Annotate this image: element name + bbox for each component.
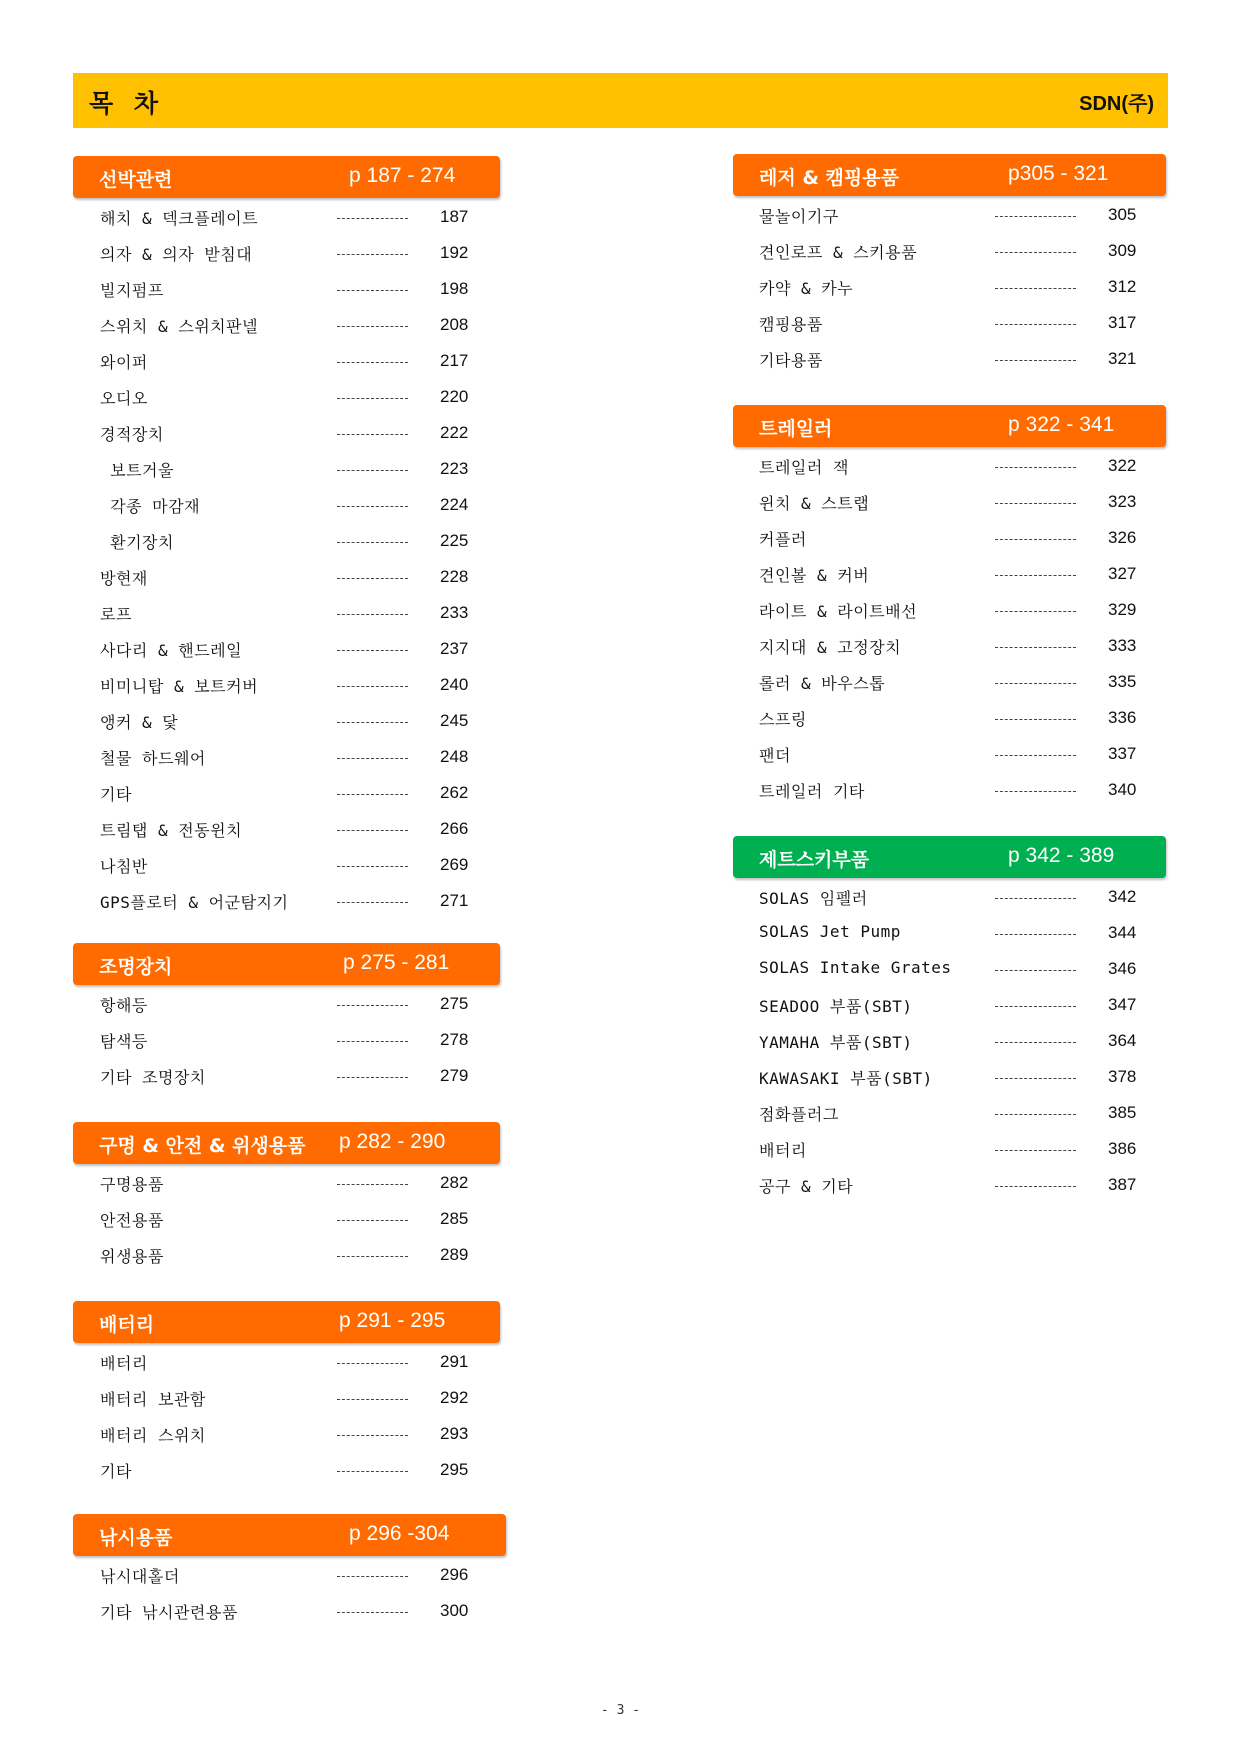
dash-leader: [337, 578, 408, 579]
dash-leader: [337, 686, 408, 687]
entry-title: 해치 & 덱크플레이트: [100, 209, 259, 228]
toc-entry: [73, 1594, 500, 1630]
dash-leader: [995, 1186, 1076, 1187]
entry-title: 배터리 스위치: [100, 1426, 206, 1445]
dash-leader: [995, 791, 1076, 792]
entry-page-number: 291: [440, 1352, 469, 1371]
entry-title: 기타: [100, 785, 132, 804]
entry-title: 윈치 & 스트랩: [759, 494, 870, 513]
dash-leader: [995, 575, 1076, 576]
entry-title: 의자 & 의자 받침대: [100, 245, 253, 264]
section-header: [733, 836, 1166, 878]
section-header: [73, 1301, 500, 1343]
section-header: [73, 943, 500, 985]
section-item-list: [733, 880, 1166, 1204]
dash-leader: [337, 1256, 408, 1257]
company-name: SDN(주): [1079, 93, 1154, 115]
entry-title: 견인볼 & 커버: [759, 566, 870, 585]
toc-entry: [73, 488, 500, 524]
entry-page-number: 245: [440, 711, 469, 730]
left-section-2: [73, 943, 500, 1095]
toc-entry: [73, 1202, 500, 1238]
entry-title: 공구 & 기타: [759, 1177, 854, 1196]
entry-page-number: 337: [1108, 744, 1137, 763]
section-title: 낚시용품: [99, 1527, 173, 1549]
entry-page-number: 248: [440, 747, 469, 766]
entry-title: 앵커 & 닻: [100, 713, 179, 732]
section-page-range: p 282 - 290: [339, 1130, 446, 1153]
entry-title: SEADOO 부품(SBT): [759, 997, 913, 1016]
toc-entry: [73, 236, 500, 272]
toc-entry: [73, 380, 500, 416]
dash-leader: [337, 830, 408, 831]
entry-page-number: 322: [1108, 456, 1137, 475]
entry-page-number: 295: [440, 1460, 469, 1479]
toc-entry: [733, 1132, 1166, 1168]
dash-leader: [995, 898, 1076, 899]
entry-title: KAWASAKI 부품(SBT): [759, 1069, 933, 1088]
toc-entry: [73, 812, 500, 848]
entry-page-number: 385: [1108, 1103, 1137, 1122]
dash-leader: [995, 324, 1076, 325]
dash-leader: [337, 650, 408, 651]
dash-leader: [995, 683, 1076, 684]
dash-leader: [995, 755, 1076, 756]
toc-entry: [73, 416, 500, 452]
dash-leader: [995, 934, 1076, 935]
entry-page-number: 387: [1108, 1175, 1137, 1194]
dash-leader: [995, 611, 1076, 612]
dash-leader: [337, 398, 408, 399]
dash-leader: [337, 254, 408, 255]
dash-leader: [995, 970, 1076, 971]
toc-entry: [733, 701, 1166, 737]
toc-entry: [733, 1096, 1166, 1132]
entry-title: YAMAHA 부품(SBT): [759, 1033, 913, 1052]
entry-title: 견인로프 & 스키용품: [759, 243, 918, 262]
entry-page-number: 347: [1108, 995, 1137, 1014]
entry-title: 위생용품: [100, 1247, 164, 1266]
entry-page-number: 309: [1108, 241, 1137, 260]
toc-entry: [73, 632, 500, 668]
entry-page-number: 293: [440, 1424, 469, 1443]
toc-entry: [73, 884, 500, 920]
toc-entry: [73, 1453, 500, 1489]
section-item-list: [73, 200, 500, 920]
section-title: 배터리: [99, 1314, 155, 1336]
entry-page-number: 346: [1108, 959, 1137, 978]
left-section-3: [73, 1122, 500, 1274]
dash-leader: [337, 218, 408, 219]
entry-title: 각종 마감재: [100, 497, 201, 516]
entry-page-number: 225: [440, 531, 469, 550]
toc-entry: [73, 1059, 500, 1095]
dash-leader: [337, 542, 408, 543]
left-section-1: [73, 156, 500, 920]
entry-page-number: 344: [1108, 923, 1137, 942]
entry-page-number: 217: [440, 351, 469, 370]
entry-page-number: 335: [1108, 672, 1137, 691]
entry-page-number: 342: [1108, 887, 1137, 906]
dash-leader: [337, 1399, 408, 1400]
dash-leader: [337, 362, 408, 363]
toc-entry: [73, 200, 500, 236]
toc-entry: [73, 848, 500, 884]
dash-leader: [337, 758, 408, 759]
right-section-3: [733, 836, 1166, 1204]
dash-leader: [995, 503, 1076, 504]
entry-title: 철물 하드웨어: [100, 749, 206, 768]
toc-entry: [73, 740, 500, 776]
left-section-4: [73, 1301, 500, 1489]
entry-title: 나침반: [100, 857, 148, 876]
entry-title: 배터리: [759, 1141, 807, 1160]
dash-leader: [337, 1077, 408, 1078]
dash-leader: [337, 290, 408, 291]
section-page-range: p 187 - 274: [349, 164, 456, 187]
page-title: 목 차: [89, 89, 165, 118]
entry-page-number: 278: [440, 1030, 469, 1049]
section-item-list: [73, 987, 500, 1095]
dash-leader: [337, 1576, 408, 1577]
section-item-list: [73, 1345, 500, 1489]
entry-title: 사다리 & 핸드레일: [100, 641, 243, 660]
entry-title: 낚시대홀더: [100, 1567, 180, 1586]
entry-title: 경적장치: [100, 425, 164, 444]
dash-leader: [337, 1184, 408, 1185]
entry-page-number: 300: [440, 1601, 469, 1620]
entry-page-number: 240: [440, 675, 469, 694]
entry-title: 안전용품: [100, 1211, 164, 1230]
entry-page-number: 192: [440, 243, 469, 262]
toc-entry: [73, 987, 500, 1023]
section-page-range: p 291 - 295: [339, 1309, 446, 1332]
toc-entry: [73, 704, 500, 740]
section-header: [733, 405, 1166, 447]
entry-title: 비미니탑 & 보트커버: [100, 677, 259, 696]
entry-title: 트레일러 기타: [759, 782, 865, 801]
entry-page-number: 378: [1108, 1067, 1137, 1086]
entry-page-number: 262: [440, 783, 469, 802]
entry-title: 커플러: [759, 530, 807, 549]
section-title: 구명 & 안전 & 위생용품: [99, 1135, 306, 1157]
section-item-list: [73, 1558, 500, 1630]
entry-page-number: 329: [1108, 600, 1137, 619]
toc-entry: [733, 1024, 1166, 1060]
entry-title: 라이트 & 라이트배선: [759, 602, 918, 621]
entry-title: 환기장치: [100, 533, 174, 552]
section-title: 조명장치: [99, 956, 173, 978]
entry-page-number: 269: [440, 855, 469, 874]
entry-title: 기타 낚시관련용품: [100, 1603, 238, 1622]
entry-page-number: 305: [1108, 205, 1137, 224]
dash-leader: [337, 866, 408, 867]
section-page-range: p 342 - 389: [1008, 844, 1115, 867]
toc-entry: [73, 308, 500, 344]
section-item-list: [73, 1166, 500, 1274]
entry-page-number: 327: [1108, 564, 1137, 583]
entry-page-number: 312: [1108, 277, 1137, 296]
dash-leader: [995, 1150, 1076, 1151]
dash-leader: [337, 434, 408, 435]
entry-title: 스프링: [759, 710, 807, 729]
entry-page-number: 326: [1108, 528, 1137, 547]
entry-page-number: 364: [1108, 1031, 1137, 1050]
dash-leader: [337, 722, 408, 723]
entry-title: 기타: [100, 1462, 132, 1481]
toc-entry: [73, 560, 500, 596]
entry-page-number: 220: [440, 387, 469, 406]
entry-title: 빌지펌프: [100, 281, 164, 300]
dash-leader: [995, 252, 1076, 253]
entry-page-number: 187: [440, 207, 469, 226]
entry-page-number: 336: [1108, 708, 1137, 727]
dash-leader: [995, 288, 1076, 289]
entry-title: 와이퍼: [100, 353, 148, 372]
entry-page-number: 224: [440, 495, 469, 514]
entry-title: 롤러 & 바우스톱: [759, 674, 886, 693]
toc-entry: [733, 485, 1166, 521]
entry-page-number: 222: [440, 423, 469, 442]
entry-title: 기타 조명장치: [100, 1068, 206, 1087]
right-section-1: [733, 154, 1166, 378]
toc-entry: [733, 880, 1166, 916]
section-header: [73, 156, 500, 198]
section-title: 레저 & 캠핑용품: [759, 167, 899, 189]
entry-title: 로프: [100, 605, 132, 624]
dash-leader: [337, 1220, 408, 1221]
entry-page-number: 223: [440, 459, 469, 478]
dash-leader: [337, 794, 408, 795]
entry-title: 트림탭 & 전동윈치: [100, 821, 243, 840]
entry-title: GPS플로터 & 어군탐지기: [100, 893, 289, 912]
entry-title: SOLAS 임펠러: [759, 889, 868, 908]
section-header: [733, 154, 1166, 196]
section-page-range: p305 - 321: [1008, 162, 1109, 185]
entry-page-number: 289: [440, 1245, 469, 1264]
dash-leader: [337, 506, 408, 507]
toc-entry: [73, 1166, 500, 1202]
toc-entry: [733, 270, 1166, 306]
entry-title: 오디오: [100, 389, 148, 408]
dash-leader: [337, 1471, 408, 1472]
toc-entry: [733, 988, 1166, 1024]
section-header: [73, 1122, 500, 1164]
toc-entry: [73, 596, 500, 632]
dash-leader: [337, 1612, 408, 1613]
section-header: [73, 1514, 506, 1556]
page-number: - 3 -: [600, 1703, 641, 1718]
toc-entry: [73, 668, 500, 704]
dash-leader: [995, 1078, 1076, 1079]
toc-entry: [733, 449, 1166, 485]
entry-page-number: 266: [440, 819, 469, 838]
toc-header-bar: [73, 73, 1168, 128]
entry-page-number: 233: [440, 603, 469, 622]
dash-leader: [995, 467, 1076, 468]
section-item-list: [733, 198, 1166, 378]
section-title: 제트스키부품: [759, 849, 870, 871]
toc-entry: [73, 344, 500, 380]
entry-page-number: 208: [440, 315, 469, 334]
dash-leader: [995, 719, 1076, 720]
toc-entry: [73, 1558, 500, 1594]
dash-leader: [337, 902, 408, 903]
dash-leader: [995, 1006, 1076, 1007]
toc-entry: [733, 1060, 1166, 1096]
section-title: 트레일러: [759, 418, 833, 440]
toc-entry: [733, 521, 1166, 557]
entry-page-number: 333: [1108, 636, 1137, 655]
toc-entry: [733, 665, 1166, 701]
dash-leader: [337, 1041, 408, 1042]
toc-entry: [73, 452, 500, 488]
entry-title: 보트거울: [100, 461, 174, 480]
toc-entry: [733, 234, 1166, 270]
toc-entry: [733, 916, 1166, 952]
section-item-list: [733, 449, 1166, 809]
entry-page-number: 279: [440, 1066, 469, 1085]
toc-entry: [733, 593, 1166, 629]
entry-page-number: 296: [440, 1565, 469, 1584]
toc-entry: [73, 1238, 500, 1274]
section-page-range: p 322 - 341: [1008, 413, 1115, 436]
dash-leader: [995, 539, 1076, 540]
toc-entry: [733, 342, 1166, 378]
toc-entry: [733, 1168, 1166, 1204]
toc-entry: [733, 773, 1166, 809]
toc-entry: [73, 1023, 500, 1059]
dash-leader: [337, 1363, 408, 1364]
toc-entry: [73, 272, 500, 308]
right-section-2: [733, 405, 1166, 809]
section-page-range: p 275 - 281: [343, 951, 450, 974]
entry-title: 팬더: [759, 746, 791, 765]
toc-entry: [73, 1345, 500, 1381]
entry-title: 지지대 & 고정장치: [759, 638, 902, 657]
entry-title: 배터리: [100, 1354, 148, 1373]
toc-entry: [733, 952, 1166, 988]
dash-leader: [995, 216, 1076, 217]
entry-title: 구명용품: [100, 1175, 164, 1194]
toc-entry: [733, 198, 1166, 234]
section-page-range: p 296 -304: [349, 1522, 450, 1545]
entry-page-number: 323: [1108, 492, 1137, 511]
entry-page-number: 275: [440, 994, 469, 1013]
toc-entry: [73, 776, 500, 812]
dash-leader: [337, 614, 408, 615]
entry-title: SOLAS Intake Grates: [759, 958, 952, 977]
entry-title: 배터리 보관함: [100, 1390, 206, 1409]
entry-page-number: 271: [440, 891, 469, 910]
toc-entry: [73, 524, 500, 560]
dash-leader: [995, 1114, 1076, 1115]
entry-title: 항해등: [100, 996, 148, 1015]
entry-page-number: 321: [1108, 349, 1137, 368]
toc-entry: [733, 306, 1166, 342]
toc-entry: [73, 1381, 500, 1417]
entry-page-number: 386: [1108, 1139, 1137, 1158]
toc-entry: [73, 1417, 500, 1453]
entry-page-number: 340: [1108, 780, 1137, 799]
entry-page-number: 237: [440, 639, 469, 658]
entry-title: 트레일러 잭: [759, 458, 849, 477]
section-title: 선박관련: [99, 169, 173, 191]
dash-leader: [337, 1005, 408, 1006]
entry-title: 카약 & 카누: [759, 279, 854, 298]
entry-page-number: 292: [440, 1388, 469, 1407]
entry-page-number: 282: [440, 1173, 469, 1192]
toc-entry: [733, 557, 1166, 593]
entry-title: 스위치 & 스위치판넬: [100, 317, 259, 336]
entry-title: 캠핑용품: [759, 315, 823, 334]
dash-leader: [337, 326, 408, 327]
entry-title: 방현재: [100, 569, 148, 588]
entry-page-number: 285: [440, 1209, 469, 1228]
entry-title: 물놀이기구: [759, 207, 839, 226]
entry-page-number: 317: [1108, 313, 1137, 332]
toc-entry: [733, 737, 1166, 773]
dash-leader: [995, 1042, 1076, 1043]
dash-leader: [995, 360, 1076, 361]
dash-leader: [337, 1435, 408, 1436]
entry-title: 점화플러그: [759, 1105, 839, 1124]
entry-title: 기타용품: [759, 351, 823, 370]
entry-page-number: 198: [440, 279, 469, 298]
left-section-5: [73, 1514, 500, 1630]
entry-title: 탐색등: [100, 1032, 148, 1051]
toc-entry: [733, 629, 1166, 665]
entry-page-number: 228: [440, 567, 469, 586]
dash-leader: [337, 470, 408, 471]
dash-leader: [995, 647, 1076, 648]
entry-title: SOLAS Jet Pump: [759, 922, 901, 941]
